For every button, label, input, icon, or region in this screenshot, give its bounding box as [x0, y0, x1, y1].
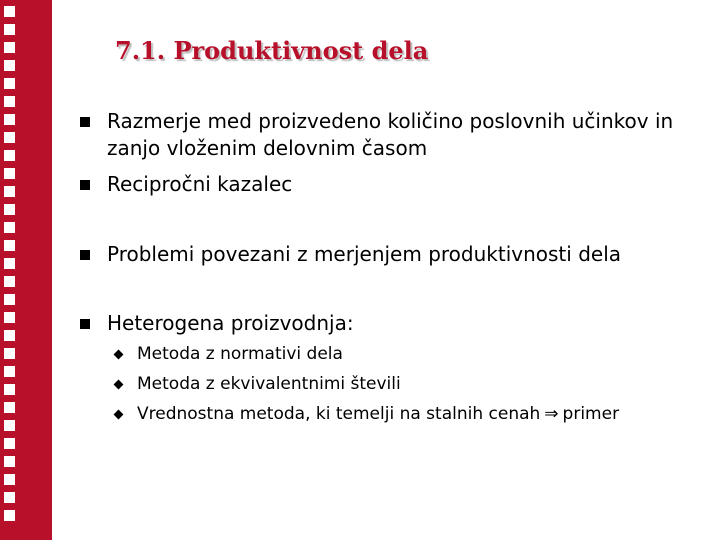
sub-bullet-text: Metoda z ekvivalentnimi števili	[137, 374, 401, 394]
band-square-icon	[4, 24, 15, 35]
band-square-icon	[4, 96, 15, 107]
band-square-icon	[4, 294, 15, 305]
band-square-icon	[4, 276, 15, 287]
band-square-icon	[4, 348, 15, 359]
double-arrow-right-icon: ⇒	[544, 404, 559, 424]
band-square-icon	[4, 456, 15, 467]
square-bullet-icon	[80, 117, 90, 127]
band-square-icon	[4, 438, 15, 449]
square-bullet-icon	[80, 319, 90, 329]
band-square-icon	[4, 240, 15, 251]
diamond-bullet-icon	[114, 410, 124, 420]
band-square-icon	[4, 186, 15, 197]
band-square-icon	[4, 402, 15, 413]
band-square-icon	[4, 474, 15, 485]
sub-bullet-text: Vrednostna metoda, ki temelji na stalnih cenah	[137, 404, 541, 424]
band-square-icon	[4, 60, 15, 71]
band-square-icon	[4, 78, 15, 89]
band-square-icon	[4, 132, 15, 143]
square-bullet-icon	[80, 180, 90, 190]
band-square-icon	[4, 222, 15, 233]
band-square-icon	[4, 168, 15, 179]
band-square-icon	[4, 312, 15, 323]
bullet-text-line: Problemi povezani z merjenjem produktivnosti dela	[107, 242, 622, 266]
sub-bullet-text-with-arrow	[137, 401, 619, 427]
band-square-icon	[4, 366, 15, 377]
sub-bullet-suffix: primer	[562, 404, 620, 424]
bullet-text-line: Heterogena proizvodnja:	[107, 311, 354, 335]
band-square-icon	[4, 492, 15, 503]
square-bullet-icon	[80, 250, 90, 260]
band-square-icon	[4, 114, 15, 125]
band-square-icon	[4, 384, 15, 395]
band-square-icon	[4, 330, 15, 341]
slide-title: 7.1. Produktivnost dela	[115, 36, 429, 65]
band-square-icon	[4, 258, 15, 269]
diamond-bullet-icon	[114, 380, 124, 390]
band-square-icon	[4, 150, 15, 161]
left-decorative-band	[0, 0, 52, 540]
bullet-text-line: Recipročni kazalec	[107, 172, 293, 196]
bullet-text-line: Razmerje med proizvedeno količino poslovnih učinkov in	[107, 109, 674, 133]
bullet-text-line: zanjo vloženim delovnim časom	[107, 136, 428, 160]
band-square-icon	[4, 510, 15, 521]
band-square-icon	[4, 204, 15, 215]
band-square-icon	[4, 6, 15, 17]
diamond-bullet-icon	[114, 350, 124, 360]
sub-bullet-text: Metoda z normativi dela	[137, 344, 343, 364]
band-square-icon	[4, 42, 15, 53]
band-square-icon	[4, 420, 15, 431]
